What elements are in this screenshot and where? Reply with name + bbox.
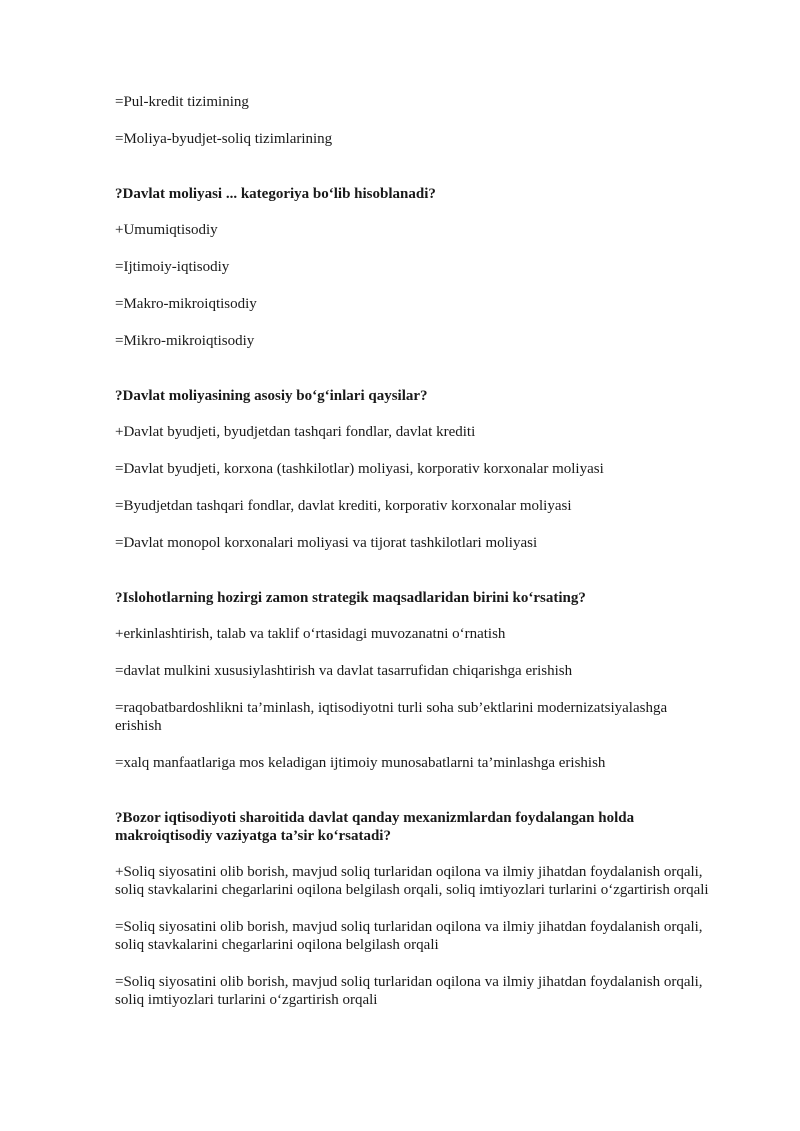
question-text: ?Bozor iqtisodiyoti sharoitida davlat qanday mexanizmlardan foydalangan holda makroiqtisodiy vaziyatga ta’sir ko‘rsatadi? [115,810,635,844]
question-block [115,387,715,552]
answer-option: =Davlat byudjeti, korxona (tashkilotlar) moliyasi, korporativ korxonalar moliyasi [115,461,604,477]
answer-option: =Byudjetdan tashqari fondlar, davlat krediti, korporativ korxonalar moliyasi [115,498,572,514]
intro-option: =Moliya-byudjet-soliq tizimlarining [115,131,333,147]
question-text: ?Davlat moliyasi ... kategoriya bo‘lib hisoblanadi? [115,186,436,202]
answer-option: =Soliq siyosatini olib borish, mavjud soliq turlaridan oqilona va ilmiy jihatdan foydalanish orqali, soliq stavkalarini chegarlarini oqilona belgilash orqali [115,919,703,953]
answer-option: =Mikro-mikroiqtisodiy [115,333,255,349]
question-text: ?Davlat moliyasining asosiy bo‘g‘inlari qaysilar? [115,388,428,404]
answer-option: +erkinlashtirish, talab va taklif o‘rtasidagi muvozanatni o‘rnatish [115,626,506,642]
answer-option: =Makro-mikroiqtisodiy [115,296,257,312]
answer-option: =raqobatbardoshlikni ta’minlash, iqtisodiyotni turli soha sub’ektlarini modernizatsiyalashga erishish [115,700,668,734]
question-block [115,589,715,772]
answer-option: =davlat mulkini xususiylashtirish va davlat tasarrufidan chiqarishga erishish [115,663,573,679]
answer-option: +Umumiqtisodiy [115,222,218,238]
answer-option: =xalq manfaatlariga mos keladigan ijtimoiy munosabatlarni ta’minlashga erishish [115,755,606,771]
question-block [115,809,715,1009]
answer-option: =Soliq siyosatini olib borish, mavjud soliq turlaridan oqilona va ilmiy jihatdan foydalanish orqali, soliq imtiyozlari turlarini o‘zgartirish orqali [115,974,703,1008]
question-block [115,185,715,350]
question-text: ?Islohotlarning hozirgi zamon strategik maqsadlaridan birini ko‘rsating? [115,590,586,606]
answer-option: +Davlat byudjeti, byudjetdan tashqari fondlar, davlat krediti [115,424,476,440]
document-page [115,93,715,1028]
answer-option: =Ijtimoiy-iqtisodiy [115,259,230,275]
answer-option: =Davlat monopol korxonalari moliyasi va tijorat tashkilotlari moliyasi [115,535,538,551]
intro-option: =Pul-kredit tizimining [115,94,249,110]
answer-option: +Soliq siyosatini olib borish, mavjud soliq turlaridan oqilona va ilmiy jihatdan foydalanish orqali, soliq stavkalarini chegarlarini oqilona belgilash orqali, soliq imtiyozlari turlarini o‘zgartirish orqali [115,864,709,898]
